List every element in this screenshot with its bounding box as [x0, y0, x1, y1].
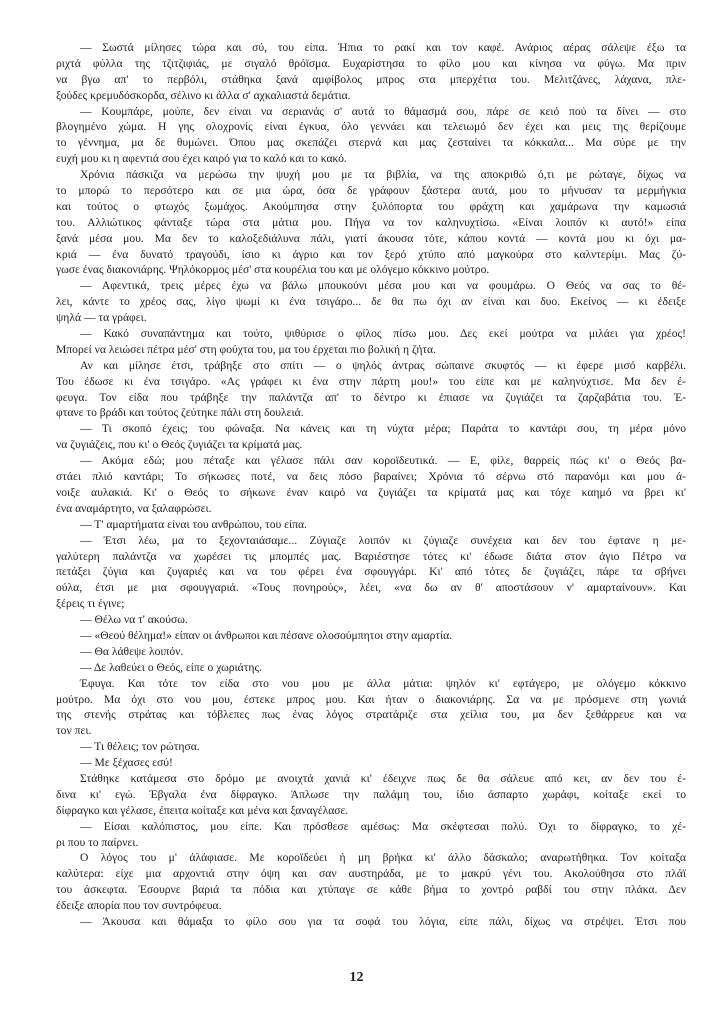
body-text [56, 40, 686, 930]
text-line: νοιξε αυλακιά. Κι' ο Θεός το σήκωνε έναν καιρό να ζυγιάζει τα κρίματά μας και τόχε καημό να βρει κι' [56, 485, 686, 499]
text-line: — Τι σκοπό έχεις; του φώναξα. Να κάνεις και τη νύχτα μέρα; Παράτα το καντάρι σου, τη μέρα μόνο [80, 422, 686, 436]
text-line: — Δε λαθεύει ο Θεός, είπε ο χωριάτης. [80, 660, 262, 674]
text-line: — «Θεού θέλημα!» είπαν οι άνθρωποι και πέσανε ολοσούμπητοι στην αμαρτία. [80, 628, 453, 642]
text-line: — Άκουσα και θάμαξα το φίλο σου για τα σοφά του λόγια, είπε πάλι, δίχως να στρέψει. Έτσι που [80, 914, 686, 928]
text-line: φευγα. Τον είδα που τράβηξε την παλάντζα απ' το δέντρο κι έπιασε να ζυγιάζει τα ζαρζαβάτια του. Έ- [56, 390, 686, 404]
text-line: του. Αλλιώτικος φάνταξε τώρα στα μάτια μου. Πήγα να τον καληνυχτίσω. «Είναι λοιπόν κι αυτό!» είπα [56, 215, 686, 229]
text-line: γωσε ένας διακονιάρης. Ψηλόκορμος μέσ' στα κουρέλια του και με ολόγεμο κόκκινο μούτρο. [56, 263, 490, 277]
text-line: να βγω απ' το περβόλι, στάθηκα ξανά αμφίβολος μπρος στα μπερχέτια του. Μελιτζάνες, λάχανα, πλε- [56, 72, 686, 86]
text-line: το μπορώ το περσότερο και σε μια ώρα, όσα δε γράφουν ξάστερα αυτά, μου το μήνυσαν τα μερμήγκια [56, 184, 686, 198]
text-line: το γέννημα, μα δε θυμώνει. Όπου μας σκεπάζει στερνά και μας ζεσταίνει τα κόκκαλα... Μα σύρε με την [56, 136, 686, 150]
text-line: — Είσαι καλόπιστος, μου είπε. Και πρόσθεσε αμέσως: Μα σκέφτεσαι πολύ. Όχι το δίφραγκο, το χέ- [80, 819, 686, 833]
text-line: δινα κι' εγώ. Έβγαλα ένα δίφραγκο. Άπλωσε την παλάμη του, ίδιο άσπαρτο χωράφι, κοίταξε εκεί το [56, 787, 686, 801]
text-line: — Κουμπάρε, μούπε, δεν είναι να σεριανάς σ' αυτά το θάμασμά σου, πάρε σε κειό πού τα δίνει — στο [80, 104, 686, 118]
text-line: έδειξε απορία που τον συντρόφευα. [56, 899, 222, 913]
text-line: βλογημένο χώμα. Η γης ολοχρονίς είναι έγκυα, όλο γεννάει και τελειωμό δεν έχει και μεις της θερίζουμε [56, 120, 686, 134]
text-line: Αν και μίλησε έτσι, τράβηξε στο σπίτι — ο ψηλός άντρας σώπαινε σκυφτός — κι έφερε μισό καρβέλι. [80, 358, 686, 372]
text-line: — Αφεντικά, τρεις μέρες έχω να βάλω μπουκούνι μέσα μου και να φουμάρω. Ο Θεός να σας το θέ- [80, 279, 686, 293]
text-line: ψηλά — τα γράφει. [56, 311, 147, 325]
text-line: ρι που το παίρνει. [56, 835, 139, 849]
text-line: ξανά μέσα μου. Μα δεν το καλοξεδιάλυνα πάλι, γιατί άκουσα τότε, κάπου κοντά — κοντά μου κι όχι μα- [56, 231, 686, 245]
text-line: — Τ' αμαρτήματα είναι του ανθρώπου, του είπα. [80, 517, 307, 531]
text-line: ξέρεις τι έγινε; [56, 597, 125, 611]
text-line: ευχή μου κι η αφεντιά σου έχει καιρό για το καλό και το κακό. [56, 152, 347, 166]
text-line: τον πει. [56, 724, 92, 738]
text-line: να ζυγιάζεις, που κι' ο Θεός ζυγιάζει τα κρίματά μας. [56, 438, 303, 452]
text-line: στάει πλιό καντάρι; Το σήκωσες ποτέ, να δεις πόσο βαραίνει; Χρόνια τό σέρνω στό παρανόμι και μου ά- [56, 470, 686, 484]
text-line: Μπορεί να λειώσει πέτρα μέσ' στη φούχτα του, μα του έρχεται πιο βολική η ζήτα. [56, 342, 437, 356]
text-line: του άσκεφτα. Έσουρνε βαριά τα πόδια και χτύπαγε σε κάθε βήμα το χοντρό ραβδί του στην πλάκα. Δεν [56, 883, 686, 897]
text-line: φτανε το βράδι και τούτος ζεύτηκε πάλι στη δουλειά. [56, 406, 304, 420]
text-line: ξούδες κρεμυδόσκορδα, σέλινο κι άλλα σ' αχκαλιαστά δεμάτια. [56, 88, 351, 102]
text-line: λει, κάντε το χρέος σας, λίγο ψωμί κι ένα τσιγάρο... δε θα πω όχι αν είναι και δυο. Εκείνος — κι έδειξε [56, 295, 686, 309]
text-line: κριά — ένα δυνατό τραγούδι, ίσιο κι άγριο και τον ξερό χτύπο από μαγκούρα στο καλντερίμι. Μας ζύ- [56, 247, 686, 261]
text-line: Έφυγα. Και τότε τον είδα στο νου μου με άλλα μάτια: ψηλόν κι' εφτάγερο, με ολόγεμο κόκκινο [80, 676, 686, 690]
text-line: Ο λόγος του μ' άλάφιασε. Με κοροϊδεύει ή μη βρήκα κι' άλλο δάσκαλο; αναρωτήθηκα. Τον κοίταξα [80, 851, 686, 865]
text-line: και τούτος ο φτωχός ξωμάχος. Ακούμπησα στην ξυλόπορτα του φράχτη και χαμάρωνα την καμωσιά [56, 199, 686, 213]
text-line: πετάξει ζύγια και ζυγαριές και να του φέρει ένα σφουγγάρι. Κι' από τότες δε ζυγιάζει, πάρε τα σβήνει [56, 565, 686, 579]
text-line: μούτρο. Μα όχι στο νου μου, έστεκε μπρος μου. Και ήταν ο διακονιάρης. Σα να με πρόσμενε στη γωνιά [56, 692, 686, 706]
text-line: — Θέλω να τ' ακούσω. [80, 613, 188, 627]
text-line: — Με ξέχασες εσύ! [80, 756, 173, 770]
text-line: — Θα λάθεψε λοιπόν. [80, 644, 184, 658]
text-line: — Σωστά μίλησες τώρα και σύ, του είπα. Ήπια το ρακί και τον καφέ. Ανάριος αέρας σάλεψε έξω τα [80, 41, 686, 54]
text-line: ούλα, έτσι με μια σφουγγαριά. «Τους πονηρούς», λέει, «να δω αν θ' αποστάσουν ν' αμαρταίνουν». Και [56, 581, 686, 595]
text-line: Του έδωσε κι ένα τσιγάρο. «Ας γράφει κι ένα στην πάρτη μου!» του είπε και με καληνύχτισε. Μα δεν έ- [56, 374, 686, 388]
text-line: ριχτά φύλλα της τζιτζιφιάς, με σιγαλό θρόϊσμα. Ευχαρίστησα το φίλο μου και κίνησα να φύγω. Μα πριν [56, 56, 686, 70]
text-line: Στάθηκε κατάμεσα στο δρόμο με ανοιχτά χανιά κι' έδειχνε πως δε θα σάλευε από κει, αν δεν του έ- [80, 771, 686, 785]
text-line: δίφραγκο και γέλασε, έπειτα κοίταξε και μένα και ξαναγέλασε. [56, 803, 349, 817]
text-line: — Έτσι λέω, μα το ξεχονταιάσαμε... Ζύγιαζε λοιπόν κι ζύγιαζε συνέχεια και δεν του έφτανε η με- [80, 533, 686, 547]
text-line: ένα αναμάρτητο, να ξαλαφρώσει. [56, 501, 212, 515]
text-line: γαλύτερη παλάντζα να χωρέσει τις μπομπές μας. Βαριέστησε τότες κι' έδωσε διάτα στον άγιο Πέτρο να [56, 549, 686, 563]
text-line: — Ακόμα εδώ; μου πέταξε και γέλασε πάλι σαν κοροϊδευτικά. — Ε, φίλε, θαρρείς πώς κι' ο Θεός βα- [80, 454, 686, 468]
text-line: — Τι θέλεις; τον ρώτησα. [80, 740, 200, 754]
text-line: της στενής στράτας και τόβλεπες πως ένας λόγος στρατάριζε στα χείλια του, μα δεν ξεθάρρευε και να [56, 708, 686, 722]
text-line: Χρόνια πάσκιζα να μερώσω την ψυχή μου με τα βιβλία, να της αποκριθώ ό,τι με ρώταγε, δίχως να [80, 168, 686, 182]
page-number: 12 [349, 970, 364, 985]
text-line: καλύτερα: είχε μια αρχοντιά στην όψη και σαν αυστηράδα, με το μακρύ γένι του. Ακολούθησα στο πλάϊ [56, 867, 686, 881]
text-line: — Κακό συναπάντημα και τούτο, ψιθύρισε ο φίλος πίσω μου. Δες εκεί μούτρα να μιλάει για χρέος! [80, 327, 686, 341]
